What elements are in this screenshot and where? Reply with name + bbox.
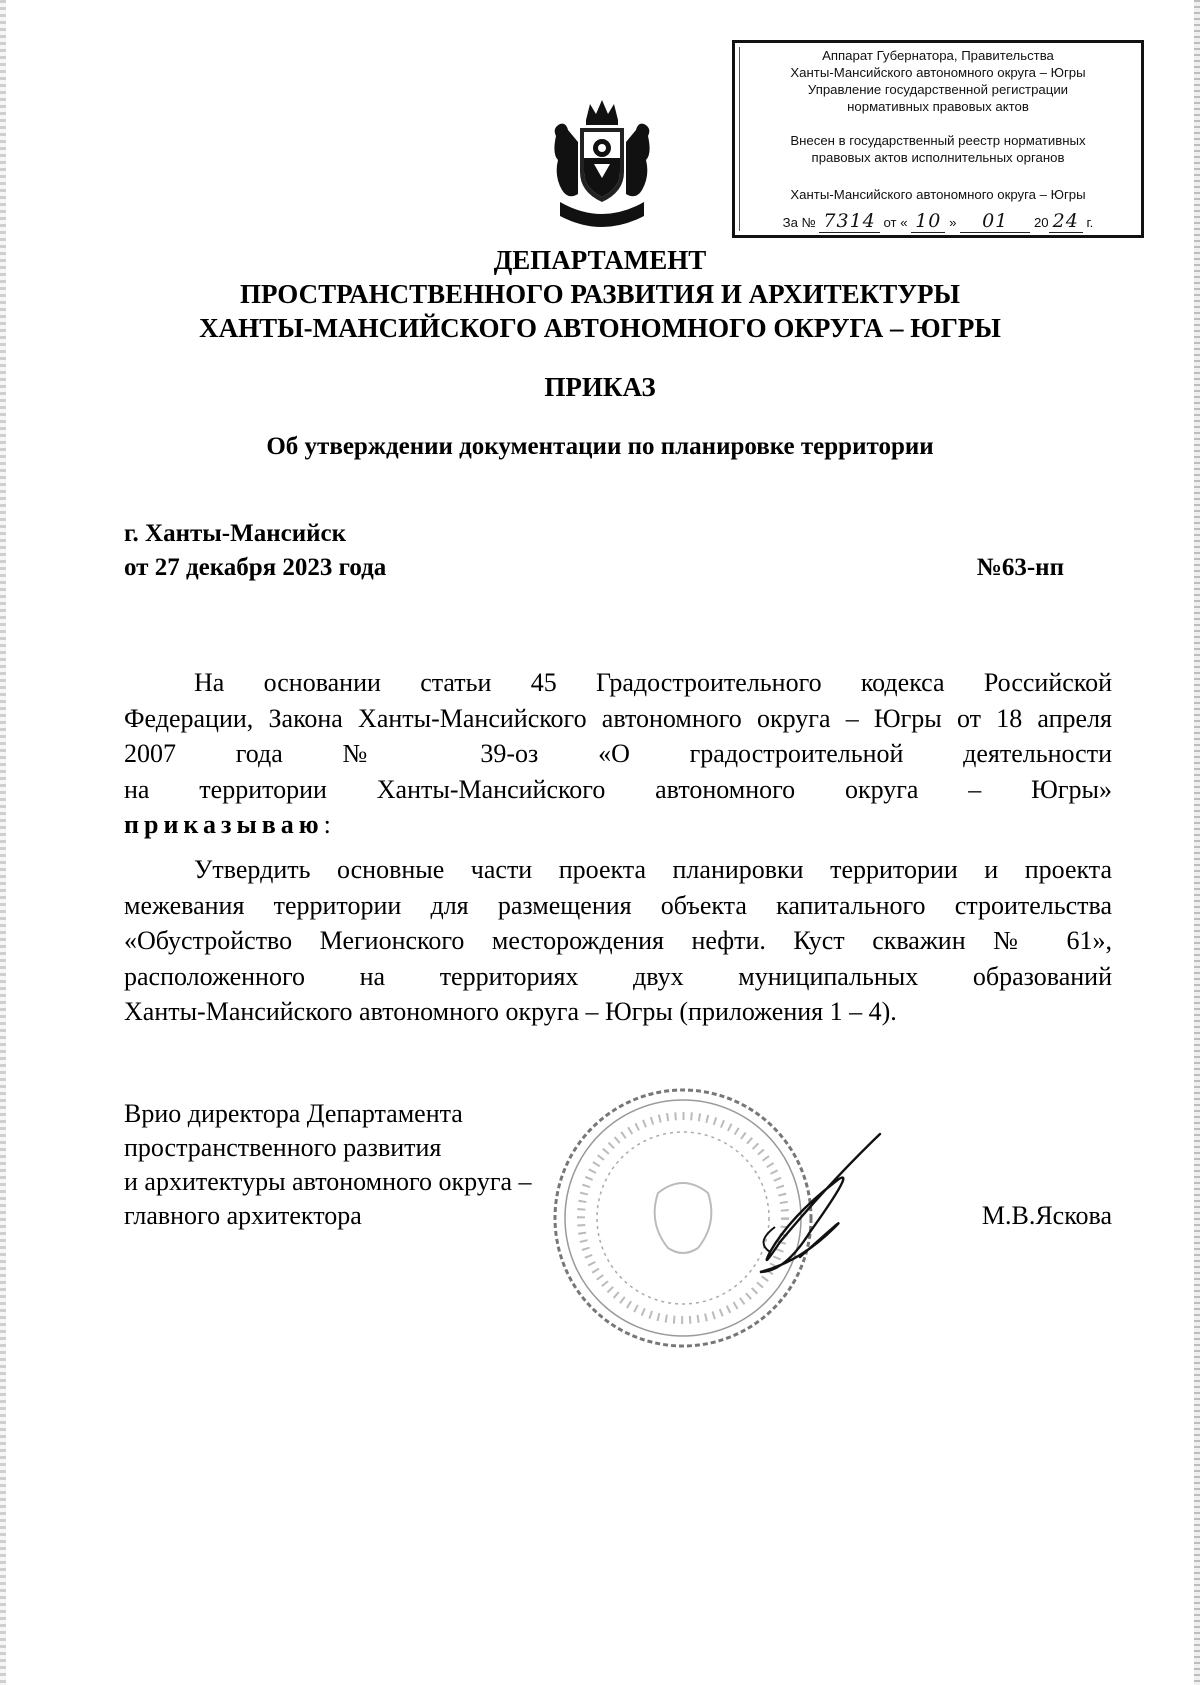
department-line-2: ПРОСТРАНСТВЕННОГО РАЗВИТИЯ И АРХИТЕКТУРЫ — [239, 279, 961, 309]
stamp-reg-year-suffix: г. — [1086, 215, 1094, 230]
order-colon: : — [323, 810, 331, 839]
paragraph-basis-line-4: на территории Ханты-Мансийского автономного округа – Югры» — [124, 774, 1112, 804]
order-word: приказываю — [124, 810, 324, 839]
stamp-reg-day: 10 — [911, 210, 945, 233]
stamp-reg-year-prefix: 20 — [1033, 215, 1049, 230]
stamp-reg-close-quote: » — [949, 215, 957, 230]
paragraph-basis-line-5 — [124, 810, 331, 839]
stamp-line-3: Управление государственной регистрации — [807, 82, 1069, 97]
signatory-title-line-1: Врио директора Департамента — [124, 1099, 463, 1128]
paragraph-basis-line-3: 2007 года № 39-оз «О градостроительной деятельности — [124, 739, 1112, 768]
document-subject: Об утверждении документации по планировке территории — [266, 433, 934, 460]
department-header — [0, 243, 1200, 345]
stamp-line-1: Аппарат Губернатора, Правительства — [822, 48, 1054, 63]
document-type: ПРИКАЗ — [544, 372, 656, 402]
document-number: №63-нп — [976, 554, 1064, 581]
paragraph-basis-line-1 — [124, 665, 1112, 701]
paragraph-basis — [124, 665, 1112, 843]
stamp-line-5: Внесен в государственный реестр нормативных — [790, 133, 1086, 148]
stamp-reg-year: 24 — [1049, 210, 1083, 233]
signatory-title — [124, 1097, 532, 1233]
paragraph-decision-line-3: «Обустройство Мегионского месторождения нефти. Куст скважин № 61», — [124, 926, 1112, 955]
signatory-title-line-4: главного архитектора — [124, 1201, 362, 1230]
coat-of-arms-icon — [550, 98, 654, 233]
paragraph-decision — [124, 852, 1112, 1030]
paragraph-basis-line-2: Федерации, Закона Ханты-Мансийского автономного округа – Югры от 18 апреля — [124, 703, 1112, 733]
signatory-title-line-3: и архитектуры автономного округа – — [124, 1167, 532, 1196]
stamp-reg-number: 7314 — [819, 210, 879, 233]
paragraph-decision-line-2: межевания территории для размещения объекта капитального строительства — [124, 890, 1112, 920]
paragraph-decision-line-1-text: Утвердить основные части проекта планировки территории и проекта — [194, 855, 1112, 884]
department-line-3: ХАНТЫ-МАНСИЙСКОГО АВТОНОМНОГО ОКРУГА – ЮГРЫ — [199, 313, 1001, 343]
stamp-line-4: нормативных правовых актов — [847, 99, 1029, 114]
handwritten-signature-icon — [740, 1122, 890, 1282]
signatory-title-line-2: пространственного развития — [124, 1133, 442, 1162]
stamp-line-6: правовых актов исполнительных органов — [811, 150, 1065, 165]
stamp-reg-month: 01 — [960, 210, 1030, 233]
paragraph-decision-line-1 — [124, 852, 1112, 888]
registration-stamp — [732, 40, 1144, 238]
paragraph-basis-line-1-text: На основании статьи 45 Градостроительного кодекса Российской — [194, 668, 1112, 697]
stamp-reg-from: от « — [883, 215, 908, 230]
stamp-reg-prefix: За № — [782, 215, 816, 230]
stamp-registration-row — [735, 210, 1141, 232]
stamp-line-2: Ханты-Мансийского автономного округа – Югры — [790, 65, 1086, 80]
signatory-name: М.В.Яскова — [981, 1201, 1112, 1230]
stamp-line-7: Ханты-Мансийского автономного округа – Югры — [790, 187, 1086, 202]
paragraph-decision-line-4: расположенного на территориях двух муниципальных образований — [124, 961, 1112, 991]
department-line-1: ДЕПАРТАМЕНТ — [493, 245, 707, 275]
paragraph-decision-line-5: Ханты-Мансийского автономного округа – Югры (приложения 1 – 4). — [124, 997, 897, 1026]
document-date: от 27 декабря 2023 года — [124, 554, 387, 581]
document-place: г. Ханты-Мансийск — [124, 520, 347, 547]
